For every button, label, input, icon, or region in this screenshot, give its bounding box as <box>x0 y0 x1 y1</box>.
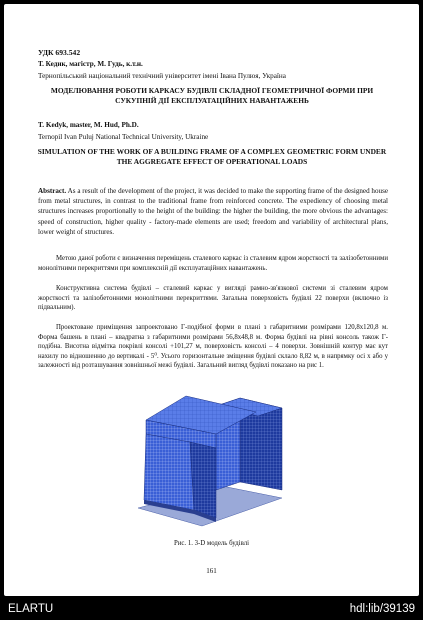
footer-repository-name: ELARTU <box>8 603 54 615</box>
figure-caption: Рис. 1. 3-D модель будівлі <box>174 540 249 547</box>
abstract-label: Abstract. <box>38 187 67 195</box>
authors-ua: Т. Кедик, магістр, М. Гудь, к.т.н. <box>38 60 143 68</box>
paper-page <box>4 4 419 596</box>
udc-code: УДК 693.542 <box>38 48 81 57</box>
paragraph-2: Конструктивна система будівлі – сталевий каркас у вигляді рамно-зв'язкової системи зі сталевим ядром жорсткості та залізобетонними монолітними перекриттями. Загальна поверховість будівлі 22 поверхи (включно із підвальним). <box>38 285 388 312</box>
affiliation-en: Ternopil Ivan Puluj National Technical University, Ukraine <box>38 133 209 141</box>
abstract <box>38 186 388 237</box>
title-ua: МОДЕЛЮВАННЯ РОБОТИ КАРКАСУ БУДІВЛІ СКЛАДНОЇ ГЕОМЕТРИЧНОЇ ФОРМИ ПРИ СУКУПНІЙ ДІЇ ЕКСПЛУАТАЦІЙНИХ НАВАНТАЖЕНЬ <box>50 86 374 105</box>
abstract-text: As a result of the development of the project, it was decided to make the supporting frame of the designed house from metal structures, in contrast to the traditional frame from reinforced concrete. The expediency of choosing metal structures increases proportionally to the height of the building: the higher the building, the more obvious the advantages: speed of construction, higher quality - factory-made elements are used; freedom and variability of architectural plans, lower weight of structures. <box>38 187 388 236</box>
paragraph-1: Метою даної роботи є визначення переміщень сталевого каркас із сталевим ядром жорсткості та залізобетонними монолітними перекриттями при комплексній дії експлуатаційних навантажень. <box>38 255 388 272</box>
paragraph-3: Проектоване приміщення запроектовано Г-подібної форми в плані з габаритними розмірами 120,8x120,8 м. Форма башень в плані – квадратна з габаритними розмірами 56,8x48,8 м. Форма будівлі на рівні консоль також Г-подібна. Висотна відмітка покрівлі консолі +101,27 м, поверховість консолі – 4 поверхи. Зовнішній контур має кут нахилу по відношенню до вертикалі - 5⁰. Усього горизонтальне зміщення будівлі склало 8,82 м, в напрямку осі x або у залежності від розташування зовнішньої межі будівлі. Загальний вигляд будівлі показано на рис 1. <box>38 324 388 370</box>
title-en: SIMULATION OF THE WORK OF A BUILDING FRAME OF A COMPLEX GEOMETRIC FORM UNDER THE AGGREGATE EFFECT OF OPERATIONAL LOADS <box>37 147 387 166</box>
building-3d-model-figure <box>132 386 292 534</box>
authors-en: T. Kedyk, master, M. Hud, Ph.D. <box>38 121 139 129</box>
footer-handle[interactable]: hdl:lib/39139 <box>349 603 415 615</box>
affiliation-ua: Тернопільський національний технічний університет імені Івана Пулюя, Україна <box>38 72 286 80</box>
repository-footer <box>0 598 423 620</box>
page-number: 161 <box>206 567 217 575</box>
